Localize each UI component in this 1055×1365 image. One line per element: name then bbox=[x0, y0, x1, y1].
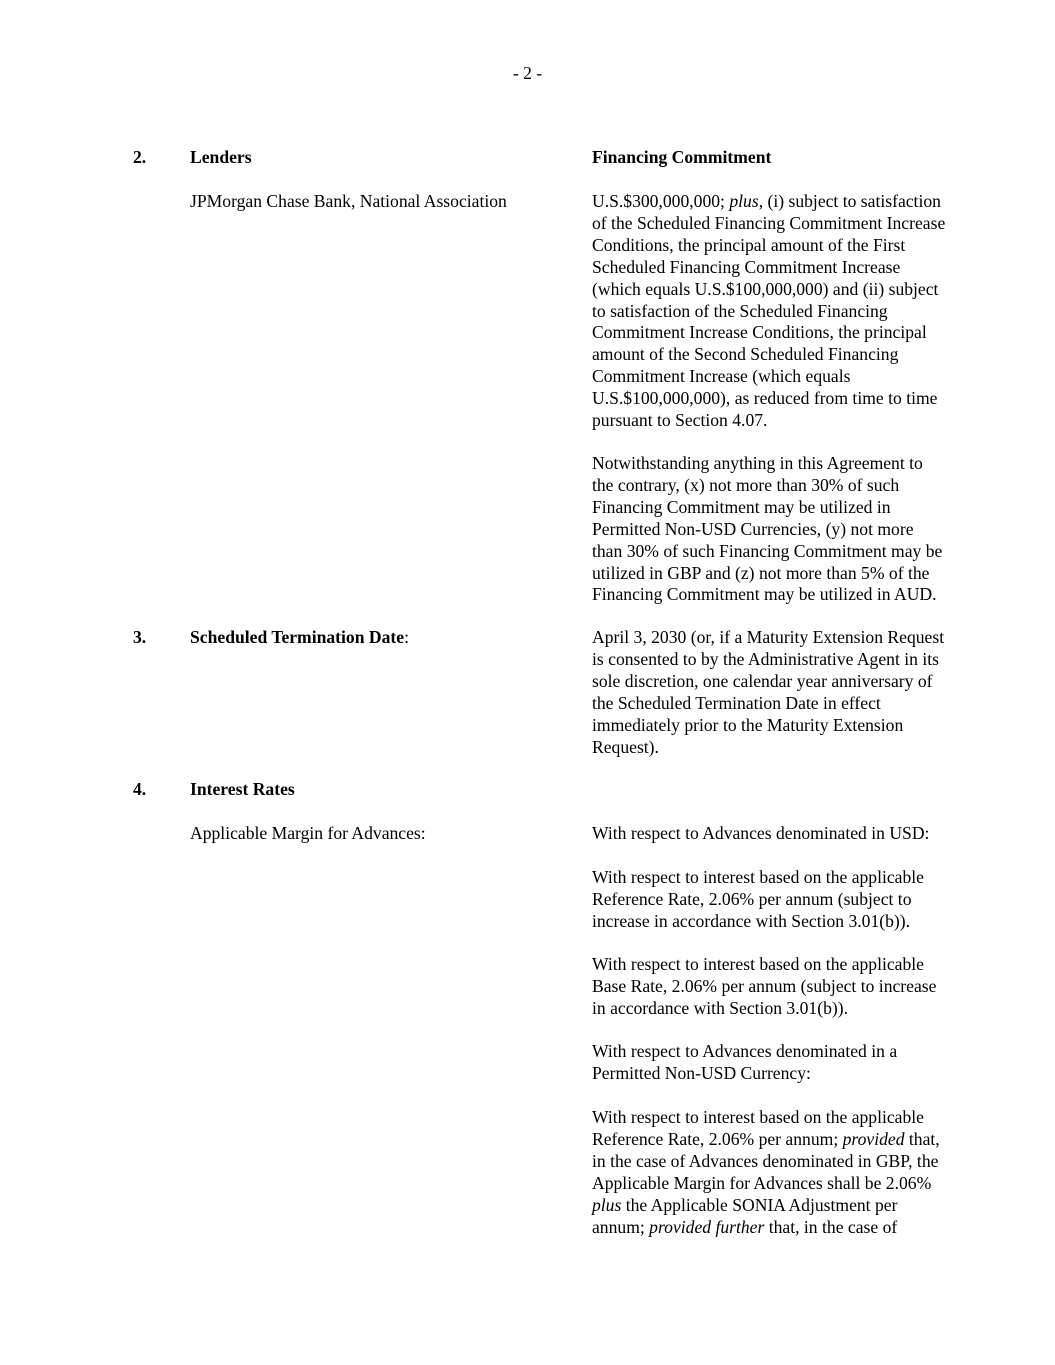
text-line: Reference Rate, 2.06% per annum; provided that, bbox=[592, 1128, 940, 1149]
text-line: of the Scheduled Financing Commitment Increase bbox=[592, 212, 946, 233]
text-line: amount of the Second Scheduled Financing bbox=[592, 344, 899, 365]
text-line: Financing Commitment may be utilized in bbox=[592, 496, 891, 517]
text-line: Commitment Increase (which equals bbox=[592, 366, 851, 387]
lender-name: JPMorgan Chase Bank, National Association bbox=[190, 191, 507, 211]
text-line: Commitment Increase Conditions, the principal bbox=[592, 322, 927, 343]
text-line: April 3, 2030 (or, if a Maturity Extension Request bbox=[592, 627, 945, 647]
financing-commitment-heading: Financing Commitment bbox=[592, 147, 772, 167]
text-line: Base Rate, 2.06% per annum (subject to increase bbox=[592, 975, 937, 996]
text-line: With respect to interest based on the applicable bbox=[592, 867, 924, 887]
text-line: utilized in GBP and (z) not more than 5% of the bbox=[592, 562, 930, 583]
text-line: in accordance with Section 3.01(b)). bbox=[592, 997, 848, 1018]
text-line: U.S.$100,000,000), as reduced from time to time bbox=[592, 388, 938, 409]
text-line: the Scheduled Termination Date in effect bbox=[592, 692, 881, 713]
section-3-heading bbox=[190, 627, 409, 649]
utilization-limits-paragraph bbox=[592, 453, 982, 606]
text-line: Notwithstanding anything in this Agreement to bbox=[592, 453, 923, 473]
emphasis: plus bbox=[729, 191, 759, 211]
text-line: in the case of Advances denominated in GBP, the bbox=[592, 1150, 939, 1171]
text-line: Financing Commitment may be utilized in AUD. bbox=[592, 584, 937, 605]
section-3-heading-colon: : bbox=[404, 627, 409, 647]
text-line: U.S.$300,000,000; plus, (i) subject to satisfaction bbox=[592, 191, 941, 211]
page-number: - 2 - bbox=[512, 63, 543, 83]
applicable-margin-label: Applicable Margin for Advances: bbox=[190, 823, 426, 843]
text-line: With respect to interest based on the applicable bbox=[592, 1107, 924, 1127]
text-line: Request). bbox=[592, 736, 659, 757]
text-line: than 30% of such Financing Commitment may be bbox=[592, 540, 943, 561]
section-4-heading: Interest Rates bbox=[190, 779, 295, 799]
termination-date-paragraph bbox=[592, 627, 982, 758]
text-line: Conditions, the principal amount of the First bbox=[592, 234, 906, 255]
text-line: is consented to by the Administrative Agent in its bbox=[592, 648, 939, 669]
financing-commitment-paragraph bbox=[592, 191, 982, 432]
text-line: Scheduled Financing Commitment Increase bbox=[592, 256, 901, 277]
emphasis: provided bbox=[842, 1128, 905, 1149]
text-line: the contrary, (x) not more than 30% of such bbox=[592, 474, 900, 495]
text-line: sole discretion, one calendar year anniversary of bbox=[592, 670, 933, 691]
text-line: Reference Rate, 2.06% per annum (subject to bbox=[592, 888, 912, 909]
section-4-number: 4. bbox=[133, 779, 147, 799]
section-3-number: 3. bbox=[133, 627, 147, 647]
text-line: plus the Applicable SONIA Adjustment per bbox=[592, 1194, 898, 1215]
text-line: annum; provided further that, in the case of bbox=[592, 1216, 898, 1237]
text-line: pursuant to Section 4.07. bbox=[592, 410, 768, 431]
usd-reference-rate-paragraph bbox=[592, 867, 982, 933]
emphasis: provided further bbox=[649, 1216, 765, 1237]
text-line: With respect to Advances denominated in a bbox=[592, 1041, 898, 1061]
text-line: to satisfaction of the Scheduled Financing bbox=[592, 300, 888, 321]
text-line: increase in accordance with Section 3.01(b)). bbox=[592, 910, 911, 931]
text-line: (which equals U.S.$100,000,000) and (ii) subject bbox=[592, 278, 939, 299]
text-line: With respect to interest based on the applicable bbox=[592, 954, 924, 974]
section-3-heading-text: Scheduled Termination Date bbox=[190, 627, 405, 647]
non-usd-reference-rate-paragraph bbox=[592, 1107, 982, 1238]
non-usd-advances-intro bbox=[592, 1041, 982, 1085]
text-line: immediately prior to the Maturity Extension bbox=[592, 714, 904, 735]
section-2-heading: Lenders bbox=[190, 147, 252, 167]
text-line: Permitted Non-USD Currency: bbox=[592, 1062, 811, 1083]
usd-advances-intro: With respect to Advances denominated in USD: bbox=[592, 823, 930, 843]
text-line: Permitted Non-USD Currencies, (y) not more bbox=[592, 518, 914, 539]
emphasis: plus bbox=[592, 1194, 622, 1215]
usd-base-rate-paragraph bbox=[592, 954, 982, 1020]
section-2-number: 2. bbox=[133, 147, 147, 167]
text-line: Applicable Margin for Advances shall be 2.06% bbox=[592, 1172, 932, 1193]
